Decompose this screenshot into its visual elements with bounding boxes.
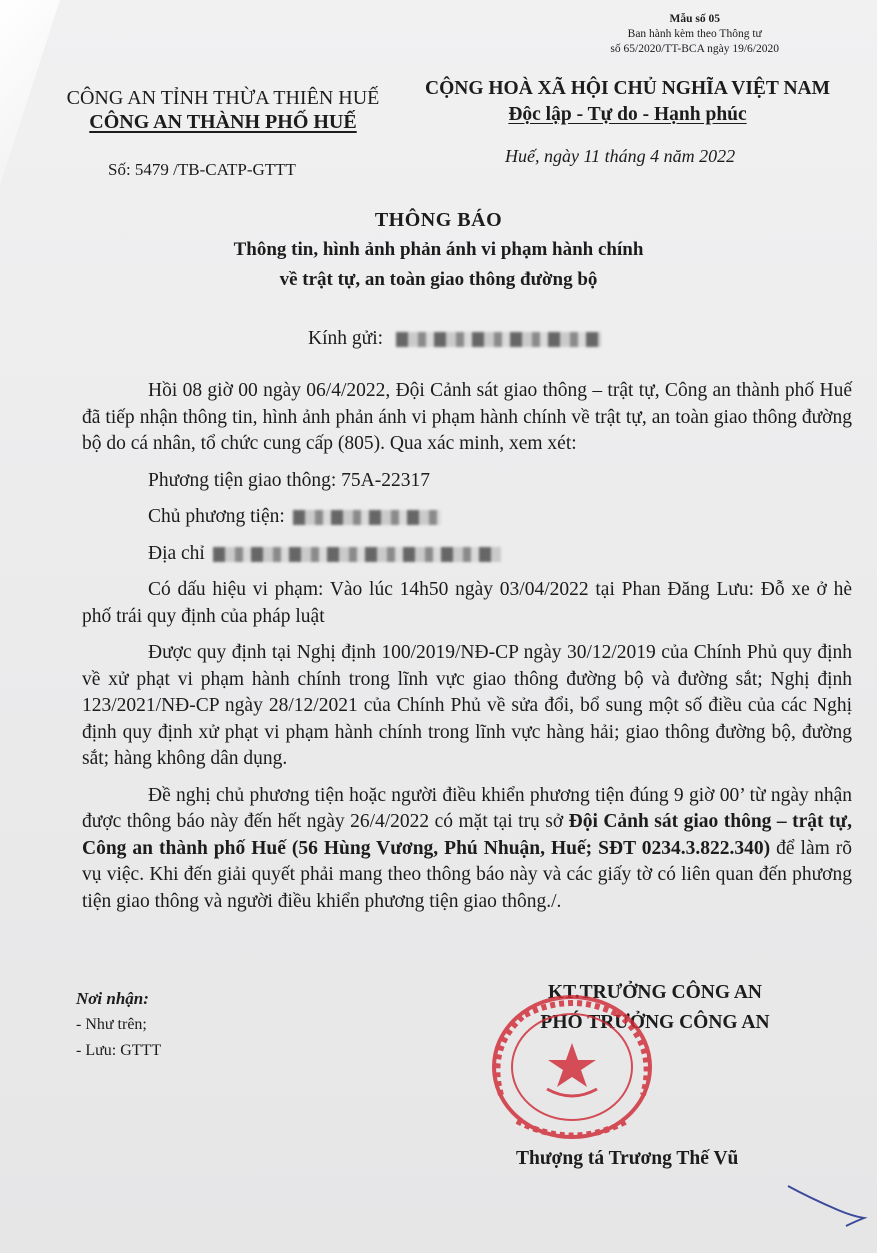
title-sub-1: Thông tin, hình ảnh phản ánh vi phạm hành chính: [233, 239, 644, 260]
vehicle-line: Phương tiện giao thông: 75A-22317: [148, 469, 430, 491]
intro-paragraph: Hồi 08 giờ 00 ngày 06/4/2022, Đội Cảnh sát giao thông – trật tự, Công an thành phố Huế đã tiếp nhận thông tin, hình ảnh phản ánh vi phạm hành chính về trật tự, an toàn giao thông đường bộ do cá nhân, tổ chức cung cấp (805). Qua xác minh, xem xét:: [82, 380, 852, 454]
violation-paragraph: Có dấu hiệu vi phạm: Vào lúc 14h50 ngày 03/04/2022 tại Phan Đăng Lưu: Đỗ xe ở hè phố trái quy định của pháp luật: [82, 579, 852, 627]
address-line: [82, 541, 852, 568]
request-text-b: để làm rõ vụ việc. Khi đến giải quyết phải mang theo thông báo này và các giấy tờ có liên quan đến phương tiện giao thông và người điều khiển phương tiện giao thông./.: [82, 837, 853, 912]
recipients-block: [76, 986, 161, 1064]
owner-line: [82, 504, 852, 531]
recipients-item-2: - Lưu: GTTT: [76, 1042, 162, 1059]
redacted-recipient: [396, 332, 601, 347]
document-title: [0, 205, 877, 295]
owner-label: Chủ phương tiện:: [148, 506, 285, 527]
recipient-label: Kính gửi:: [308, 328, 384, 349]
agency-name: CÔNG AN THÀNH PHỐ HUẾ: [89, 111, 357, 133]
form-issued-line-2: số 65/2020/TT-BCA ngày 19/6/2020: [610, 43, 779, 55]
signature-title-1: KT.TRƯỞNG CÔNG AN: [548, 982, 762, 1003]
request-office: Đội Cảnh sát giao thông – trật tự, Công an thành phố Huế (56 Hùng Vương, Phú Nhuận, Huế; SĐT 0234.3.822.340): [82, 811, 852, 859]
title-main: THÔNG BÁO: [374, 209, 503, 231]
recipients-item-1: - Như trên;: [76, 1016, 147, 1033]
document-number: Số: 5479 /TB-CATP-GTTT: [108, 160, 296, 179]
national-motto: Độc lập - Tự do - Hạnh phúc: [508, 104, 747, 125]
place-date: Huế, ngày 11 tháng 4 năm 2022: [505, 146, 736, 166]
country-name: CỘNG HOÀ XÃ HỘI CHỦ NGHĨA VIỆT NAM: [424, 78, 831, 99]
title-sub-2: về trật tự, an toàn giao thông đường bộ: [279, 269, 598, 290]
address-label: Địa chỉ: [148, 542, 205, 564]
recipient-line: [308, 328, 601, 350]
recipients-heading: Nơi nhận:: [76, 989, 149, 1008]
signature-title-2: PHÓ TRƯỞNG CÔNG AN: [540, 1012, 770, 1033]
form-reference: [610, 12, 779, 57]
form-issued-line-1: Ban hành kèm theo Thông tư: [627, 28, 762, 40]
national-header: [405, 76, 850, 128]
request-text-a: Đề nghị chủ phương tiện hoặc người điều khiển phương tiện đúng 9 giờ 00’ từ ngày nhận được thông báo này đến hết ngày 26/4/2022 có mặt tại trụ sở: [82, 784, 852, 832]
form-number: Mẫu số 05: [669, 13, 720, 25]
star-icon: [548, 1043, 596, 1087]
signer-name: Thượng tá Trương Thế Vũ: [516, 1148, 739, 1169]
pen-stroke: [780, 1180, 870, 1230]
official-seal: [477, 985, 667, 1145]
agency-parent: CÔNG AN TỈNH THỪA THIÊN HUẾ: [66, 87, 380, 109]
document-body: [82, 378, 852, 915]
agency-header: [58, 86, 388, 134]
request-paragraph: [82, 783, 852, 916]
legal-basis-paragraph: Được quy định tại Nghị định 100/2019/NĐ-CP ngày 30/12/2019 của Chính Phủ quy định về xử phạt vi phạm hành chính trong lĩnh vực giao thông đường bộ và đường sắt; Nghị định 123/2021/NĐ-CP ngày 28/12/2021 của Chính Phủ về sửa đổi, bổ sung một số điều của các Nghị định quy định xử phạt vi phạm hành chính trong lĩnh vực hàng hải; giao thông đường bộ, đường sắt; hàng không dân dụng.: [82, 642, 852, 769]
redacted-owner: [293, 510, 441, 525]
redacted-address: [213, 547, 501, 562]
